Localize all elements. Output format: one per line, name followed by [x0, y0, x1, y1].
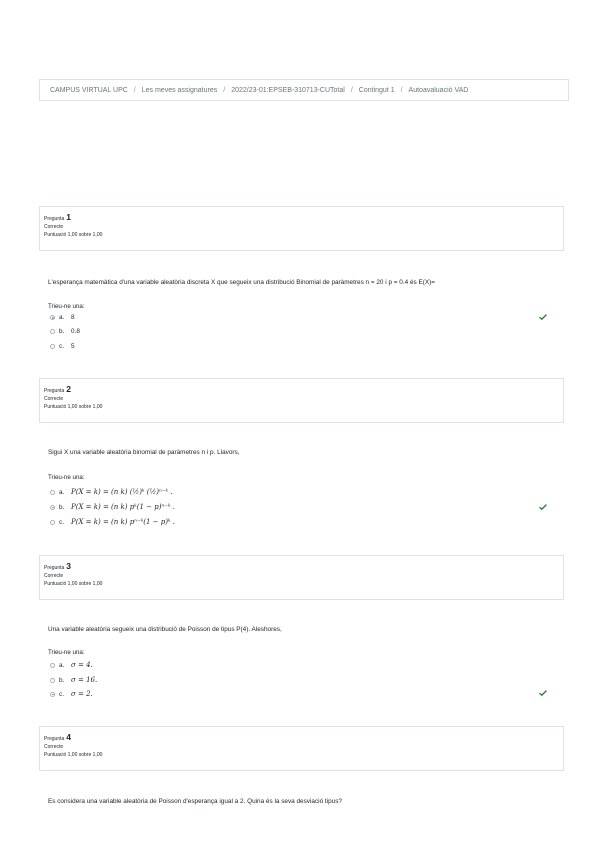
breadcrumb-link-quiz[interactable]: Autoavaluació VAD: [408, 86, 469, 94]
option-3a[interactable]: a. σ = 4.: [50, 661, 93, 669]
question-state: Correcte: [44, 396, 64, 403]
radio-button[interactable]: [50, 692, 55, 697]
option-1c[interactable]: c. 5: [50, 343, 75, 350]
question-prefix: Pregunta: [44, 565, 65, 571]
radio-button[interactable]: [50, 490, 55, 495]
radio-button[interactable]: [50, 520, 55, 525]
breadcrumb-link-campus[interactable]: CAMPUS VIRTUAL UPC: [50, 86, 128, 94]
answer-prompt: Trieu-ne una:: [48, 474, 85, 481]
question-number: 1: [66, 212, 72, 222]
question-grade: Puntuació 1,00 sobre 1,00: [44, 751, 103, 758]
question-grade: Puntuació 1,00 sobre 1,00: [44, 231, 103, 238]
answer-prompt: Trieu-ne una:: [48, 649, 85, 656]
question-state: Correcte: [44, 224, 64, 231]
option-1a[interactable]: a. 8: [50, 314, 75, 321]
question-state: Correcte: [44, 744, 64, 751]
radio-button[interactable]: [50, 678, 55, 683]
breadcrumb: [39, 79, 569, 101]
option-1b[interactable]: b. 0.8: [50, 328, 80, 335]
question-grade: Puntuació 1,00 sobre 1,00: [44, 403, 103, 410]
option-2c[interactable]: c. P(X = k) = (n k) pⁿ⁻ᵏ(1 − p)ᵏ .: [50, 518, 175, 526]
radio-button[interactable]: [50, 315, 55, 320]
breadcrumb-link-course[interactable]: 2022/23-01:EPSEB-310713-CUTotal: [231, 86, 345, 94]
question-info-4: [39, 726, 564, 771]
question-number: 3: [66, 561, 72, 571]
breadcrumb-link-my-courses[interactable]: Les meves assignatures: [141, 86, 218, 94]
option-3b[interactable]: b. σ = 16.: [50, 676, 97, 684]
check-icon: [539, 690, 547, 696]
breadcrumb-separator: /: [223, 86, 226, 94]
question-text-4: Es considera una variable aleatòria de Poisson d'esperança igual a 2. Quina és la seva desviació tipus?: [48, 798, 342, 805]
breadcrumb-separator: /: [133, 86, 136, 94]
question-number: 4: [66, 732, 72, 742]
option-3c[interactable]: c. σ = 2.: [50, 690, 93, 698]
breadcrumb-separator: /: [400, 86, 403, 94]
question-text-1: L'esperança matemàtica d'una variable aleatòria discreta X que segueix una distribució Binomial de paràmetres n = 20 i p = 0.4 és E(X)=: [48, 279, 435, 286]
question-text-2: Sigui X una variable aleatòria binomial de paràmetres n i p. Llavors,: [48, 449, 240, 456]
question-info-3: [39, 555, 564, 600]
option-2a[interactable]: a. P(X = k) = (n k) (½)ᵏ (½)ⁿ⁻ᵏ .: [50, 488, 173, 496]
question-prefix: Pregunta: [44, 736, 65, 742]
question-state: Correcte: [44, 573, 64, 580]
question-prefix: Pregunta: [44, 388, 65, 394]
option-2b[interactable]: b. P(X = k) = (n k) pᵏ(1 − p)ⁿ⁻ᵏ .: [50, 503, 175, 511]
check-icon: [539, 314, 547, 320]
breadcrumb-separator: /: [350, 86, 353, 94]
question-text-3: Una variable aleatòria segueix una distribució de Poisson de tipus P(4). Aleshores,: [48, 626, 282, 633]
breadcrumb-link-content[interactable]: Contingut 1: [358, 86, 395, 94]
radio-button[interactable]: [50, 663, 55, 668]
radio-button[interactable]: [50, 329, 55, 334]
question-grade: Puntuació 1,00 sobre 1,00: [44, 580, 103, 587]
question-prefix: Pregunta: [44, 216, 65, 222]
question-info-1: [39, 206, 564, 251]
answer-prompt: Trieu-ne una:: [48, 303, 85, 310]
radio-button[interactable]: [50, 505, 55, 510]
question-number: 2: [66, 384, 72, 394]
radio-button[interactable]: [50, 344, 55, 349]
check-icon: [539, 504, 547, 510]
question-info-2: [39, 378, 564, 423]
